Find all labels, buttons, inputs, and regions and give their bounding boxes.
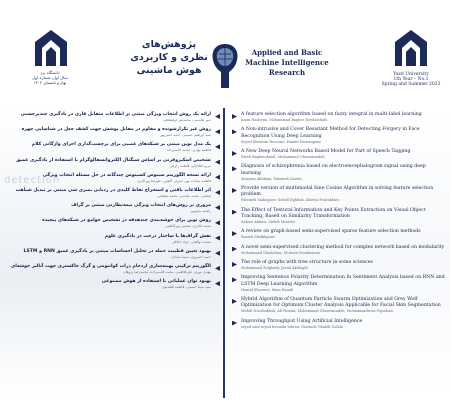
fa-article-item[interactable] <box>6 203 220 214</box>
article-title: اثر اطلاعات بافتی و استخراج نقاط کلیدی در ردیابی بصری شی مبتنی بر تبدیل شباهت <box>15 187 211 193</box>
article-authors: Razieh Sheikhpour <box>241 235 275 240</box>
article-title: نقش گراف‌ها با ساختار درخت در یادگیری علوم <box>104 233 211 239</box>
article-authors: Safaee Abbasi, Mehdi Moslehi <box>241 219 295 224</box>
en-article-item[interactable] <box>232 229 446 240</box>
article-title: Improving Throughput Using Artificial Intelligence <box>241 318 363 324</box>
bullet-arrow-icon <box>215 251 220 256</box>
fa-article-item[interactable] <box>6 127 220 138</box>
article-title: ارائه نسخه الگوریتم سینوس کسینوس چندگانه در حل مسئله انتخاب ویژگی <box>42 172 211 178</box>
article-title: A Non-intrusive and Cover Resistant Method for Detecting Forgery in Face Recognition Using Deep Learning <box>241 127 420 139</box>
article-title: A New Deep Neural Networks Based Model for Part of Speech Tagging <box>241 148 411 154</box>
bullet-arrow-icon <box>215 281 220 286</box>
article-title: A review on graph-based semi-supervised sparse feature selection methods <box>241 229 421 235</box>
en-table-of-contents <box>232 112 446 334</box>
bullet-arrow-icon <box>232 277 237 282</box>
bullet-arrow-icon <box>215 205 220 210</box>
article-authors: مهدی نوری، علی‌فاطمی، محمد قاسم‌زاده، محمدرضا پژوهان <box>123 269 211 274</box>
en-issue-season: Spring and Summer 2023 <box>381 82 441 87</box>
article-title: الگوریتم ترکیبی بهینه‌سازی ازدحام ذرات کوانتومی و گرگ خاکستری جهت آنالیز خوشه‌ای <box>11 263 211 269</box>
en-article-item[interactable] <box>232 164 446 181</box>
university-emblem-icon <box>32 28 70 68</box>
bullet-arrow-icon <box>232 321 237 326</box>
bullet-arrow-icon <box>215 220 220 225</box>
background-watermark-text: detection <box>4 175 61 186</box>
article-title: The Effect of Textural Information and Key Points Extraction on Visual Object Tracking, Based on Similarity Transformation <box>241 207 426 219</box>
fa-article-item[interactable] <box>6 188 220 199</box>
article-title: بهبود تعیین قطبیت جمله در تحلیل احساسات مبتنی بر یادگیری عمیق RNN و LSTM <box>23 248 211 254</box>
journal-title-en: Applied and Basic Machine Intelligence Research <box>245 48 329 77</box>
bullet-arrow-icon <box>232 231 237 236</box>
fa-article-item[interactable] <box>6 234 220 245</box>
fa-university-name: دانشگاه یزد <box>40 70 60 75</box>
fa-article-item[interactable] <box>6 249 220 260</box>
article-authors: Mohammad Zolghadr, Javad Akhlaghi <box>241 266 308 271</box>
bullet-arrow-icon <box>215 266 220 271</box>
brain-head-icon <box>210 42 240 90</box>
bullet-arrow-icon <box>232 166 237 171</box>
en-issue-number: 1th Year – No.1 <box>393 77 429 82</box>
en-article-item[interactable] <box>232 112 446 123</box>
article-authors: Mohammad Ghaderian, Mohsen Pourkazemi <box>241 250 320 255</box>
bullet-arrow-icon <box>232 151 237 156</box>
fa-article-item[interactable] <box>6 158 220 169</box>
journal-title-fa: پژوهش‌های نظری و کاربردی هوش ماشینی <box>130 39 208 76</box>
fa-issue-season: بهار و تابستان ۱۴۰۲ <box>33 80 67 85</box>
article-authors: فاطمه سادات پور، اشرف گلچین، علیرضا پوراکبری <box>136 178 211 183</box>
bullet-arrow-icon <box>215 190 220 195</box>
fa-article-item[interactable] <box>6 279 220 290</box>
article-authors: Hamid Khosravi, Sima Emadi <box>241 287 294 292</box>
article-authors: راضیه شیخ‌پور <box>190 209 211 214</box>
article-title: تشخیص اسکیزوفرنی بر اساس سیگنال الکتروانسفالوگرام با استفاده از یادگیری عمیق <box>16 157 211 163</box>
article-authors: فاطمه بهاری، محمد قاسم‌زاده <box>166 148 211 153</box>
article-title: A novel semi-supervised clustering method for complex network based on modularity <box>241 244 445 250</box>
article-title: Diagnosis of schizophrenia based on electroencephalogram signal using deep learning <box>241 164 426 176</box>
article-title: Provide version of multimodal Sine Cosine Algorithm in solving feature selection problem <box>241 185 434 198</box>
center-divider <box>223 108 225 398</box>
bullet-arrow-icon <box>232 210 237 215</box>
article-authors: Maryam Aflakian, Fatemeh Zarehi <box>241 176 302 181</box>
en-article-item[interactable] <box>232 260 446 271</box>
en-article-item[interactable] <box>232 319 446 330</box>
article-authors: سید سینا حسینی، فاطمه قلعه‌نوی <box>161 285 211 290</box>
article-authors: seyed sina seyed hosseini tabrizi, Fatemeh Ghaleh Golabi <box>241 324 343 329</box>
university-emblem-icon <box>392 28 430 68</box>
article-title: ارائه یک روش انتخاب ویژگی مبتنی بر اطلاعات متقابل فازی در یادگیری چندبرچسبی <box>20 112 211 117</box>
bullet-arrow-icon <box>215 175 220 180</box>
fa-article-item[interactable] <box>6 173 220 184</box>
bullet-arrow-icon <box>232 114 237 119</box>
en-article-item[interactable] <box>232 297 446 314</box>
bullet-arrow-icon <box>215 160 220 165</box>
article-authors: Fateh Baghmohmal, Mohammad Ghasemzadeh <box>241 155 325 160</box>
en-article-item[interactable] <box>232 186 446 203</box>
bullet-arrow-icon <box>232 188 237 193</box>
fa-article-item[interactable] <box>6 218 220 229</box>
en-article-item[interactable] <box>232 208 446 225</box>
article-title: Improving Sentence Polarity Determination In Sentiment Analysis based on RNN and LSTM Deep Learning Algorithm <box>241 275 445 287</box>
en-article-item[interactable] <box>232 275 446 292</box>
article-title: یک مدل نوین مبتنی بر شبکه‌های عصبی برای برچسب‌گذاری اجزای واژگانی کلام <box>31 142 211 148</box>
en-article-item[interactable] <box>232 245 446 256</box>
fa-article-item[interactable] <box>6 142 220 153</box>
article-authors: مریم افلاکیان، فاطمه زارعی <box>169 163 211 168</box>
en-university-name: Yazd University <box>393 72 429 77</box>
bullet-arrow-icon <box>232 299 237 304</box>
bullet-arrow-icon <box>215 129 220 134</box>
fa-table-of-contents <box>6 112 220 294</box>
fa-article-item[interactable] <box>6 112 220 123</box>
article-authors: Amin Hashemi, Mohammad Bagher Dowlatshahi <box>241 118 328 123</box>
en-article-item[interactable] <box>232 149 446 160</box>
fa-article-item[interactable] <box>6 264 220 275</box>
article-authors: امیر هاشمی، محمدبقر دولتشاهی <box>162 118 211 122</box>
article-title: A feature selection algorithm based on fuzzy integral in multi-label learning <box>241 112 422 117</box>
bullet-arrow-icon <box>232 262 237 267</box>
article-title: مروری بر روش‌های انتخاب ویژگی نیمه‌نظارتی مبتنی بر گراف <box>71 203 211 209</box>
bullet-arrow-icon <box>215 114 220 119</box>
fa-issue-caption <box>18 70 82 85</box>
article-title: بهبود توان عملیاتی با استفاده از هوش مصنوعی <box>101 279 211 285</box>
article-title: روش نوین برای خوشه‌بندی چندهدفه در تشخیص جوامع در شبکه‌های پیچیده <box>42 218 211 224</box>
article-authors: سید ابراهیم حسینی، حامد حسن‌پور <box>159 133 211 138</box>
article-authors: صفایی، محمد عباسی، محمد مصلحی <box>157 193 211 198</box>
bullet-arrow-icon <box>215 236 220 241</box>
article-authors: Seyed Ebrahim Hosseini, Hamid Hassanpour <box>241 139 322 144</box>
article-authors: محمد قادری، محسن پورکاظمی <box>164 224 211 229</box>
article-authors: محمد ذوالقدر، جواد اخلاقی <box>171 239 211 244</box>
article-title: Hybrid Algorithm of Quantum Particle Swarm Optimization and Grey Wolf Optimization for Optimum Cluster Analysis Applicable for Facial Skin Segmentation <box>241 296 441 309</box>
article-title: روش غیر تکرارشونده و مقاوم در مقابل پوشش جهت کشف جعل در شناسایی چهره <box>21 127 211 133</box>
article-authors: Fatemeh Sadatpour, Sohell Eghbali, Alireza Pourakbari <box>241 198 339 203</box>
article-authors: Mehdi Noorbakhsh, Ali Fatemi, Mohammad Ghasemzadeh, Mohammadreza Pajoohan <box>241 309 393 314</box>
article-title: The role of graphs with tree structure in some sciences <box>241 259 373 265</box>
bullet-arrow-icon <box>232 129 237 134</box>
fa-issue-number: سال اول، شماره اول <box>32 75 68 80</box>
article-authors: حمید خسروی، سیما عمادی <box>171 254 211 259</box>
bullet-arrow-icon <box>215 144 220 149</box>
bullet-arrow-icon <box>232 247 237 252</box>
en-issue-caption <box>380 72 442 87</box>
en-article-item[interactable] <box>232 127 446 144</box>
